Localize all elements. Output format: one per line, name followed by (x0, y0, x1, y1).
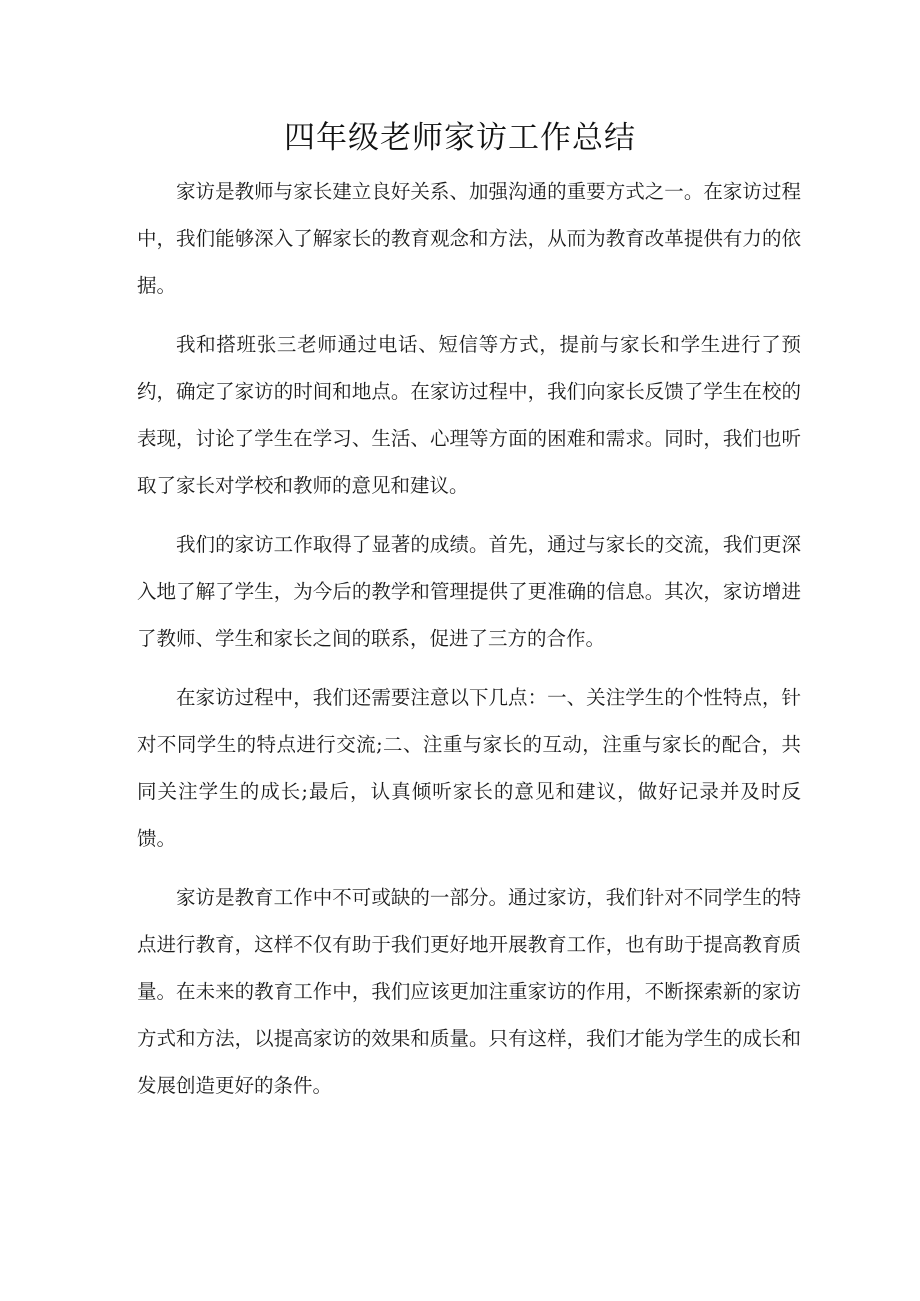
paragraph-1: 家访是教师与家长建立良好关系、加强沟通的重要方式之一。在家访过程中，我们能够深入了解家长的教育观念和方法，从而为教育改革提供有力的依据。 (137, 180, 801, 297)
paragraph-2: 我和搭班张三老师通过电话、短信等方式，提前与家长和学生进行了预约，确定了家访的时间和地点。在家访过程中，我们向家长反馈了学生在校的表现，讨论了学生在学习、生活、心理等方面的困难和需求。同时，我们也听取了家长对学校和教师的意见和建议。 (137, 333, 801, 497)
document-title: 四年级老师家访工作总结 (284, 120, 636, 156)
document-body (137, 168, 801, 1121)
paragraph-5: 家访是教育工作中不可或缺的一部分。通过家访，我们针对不同学生的特点进行教育，这样不仅有助于我们更好地开展教育工作，也有助于提高教育质量。在未来的教育工作中，我们应该更加注重家访的作用，不断探索新的家访方式和方法，以提高家访的效果和质量。只有这样，我们才能为学生的成长和发展创造更好的条件。 (137, 886, 801, 1097)
paragraph-3: 我们的家访工作取得了显著的成绩。首先，通过与家长的交流，我们更深入地了解了学生，为今后的教学和管理提供了更准确的信息。其次，家访增进了教师、学生和家长之间的联系，促进了三方的合作。 (137, 533, 801, 650)
paragraph-4: 在家访过程中，我们还需要注意以下几点：一、关注学生的个性特点，针对不同学生的特点进行交流;二、注重与家长的互动，注重与家长的配合，共同关注学生的成长;最后，认真倾听家长的意见和建议，做好记录并及时反馈。 (137, 686, 801, 850)
